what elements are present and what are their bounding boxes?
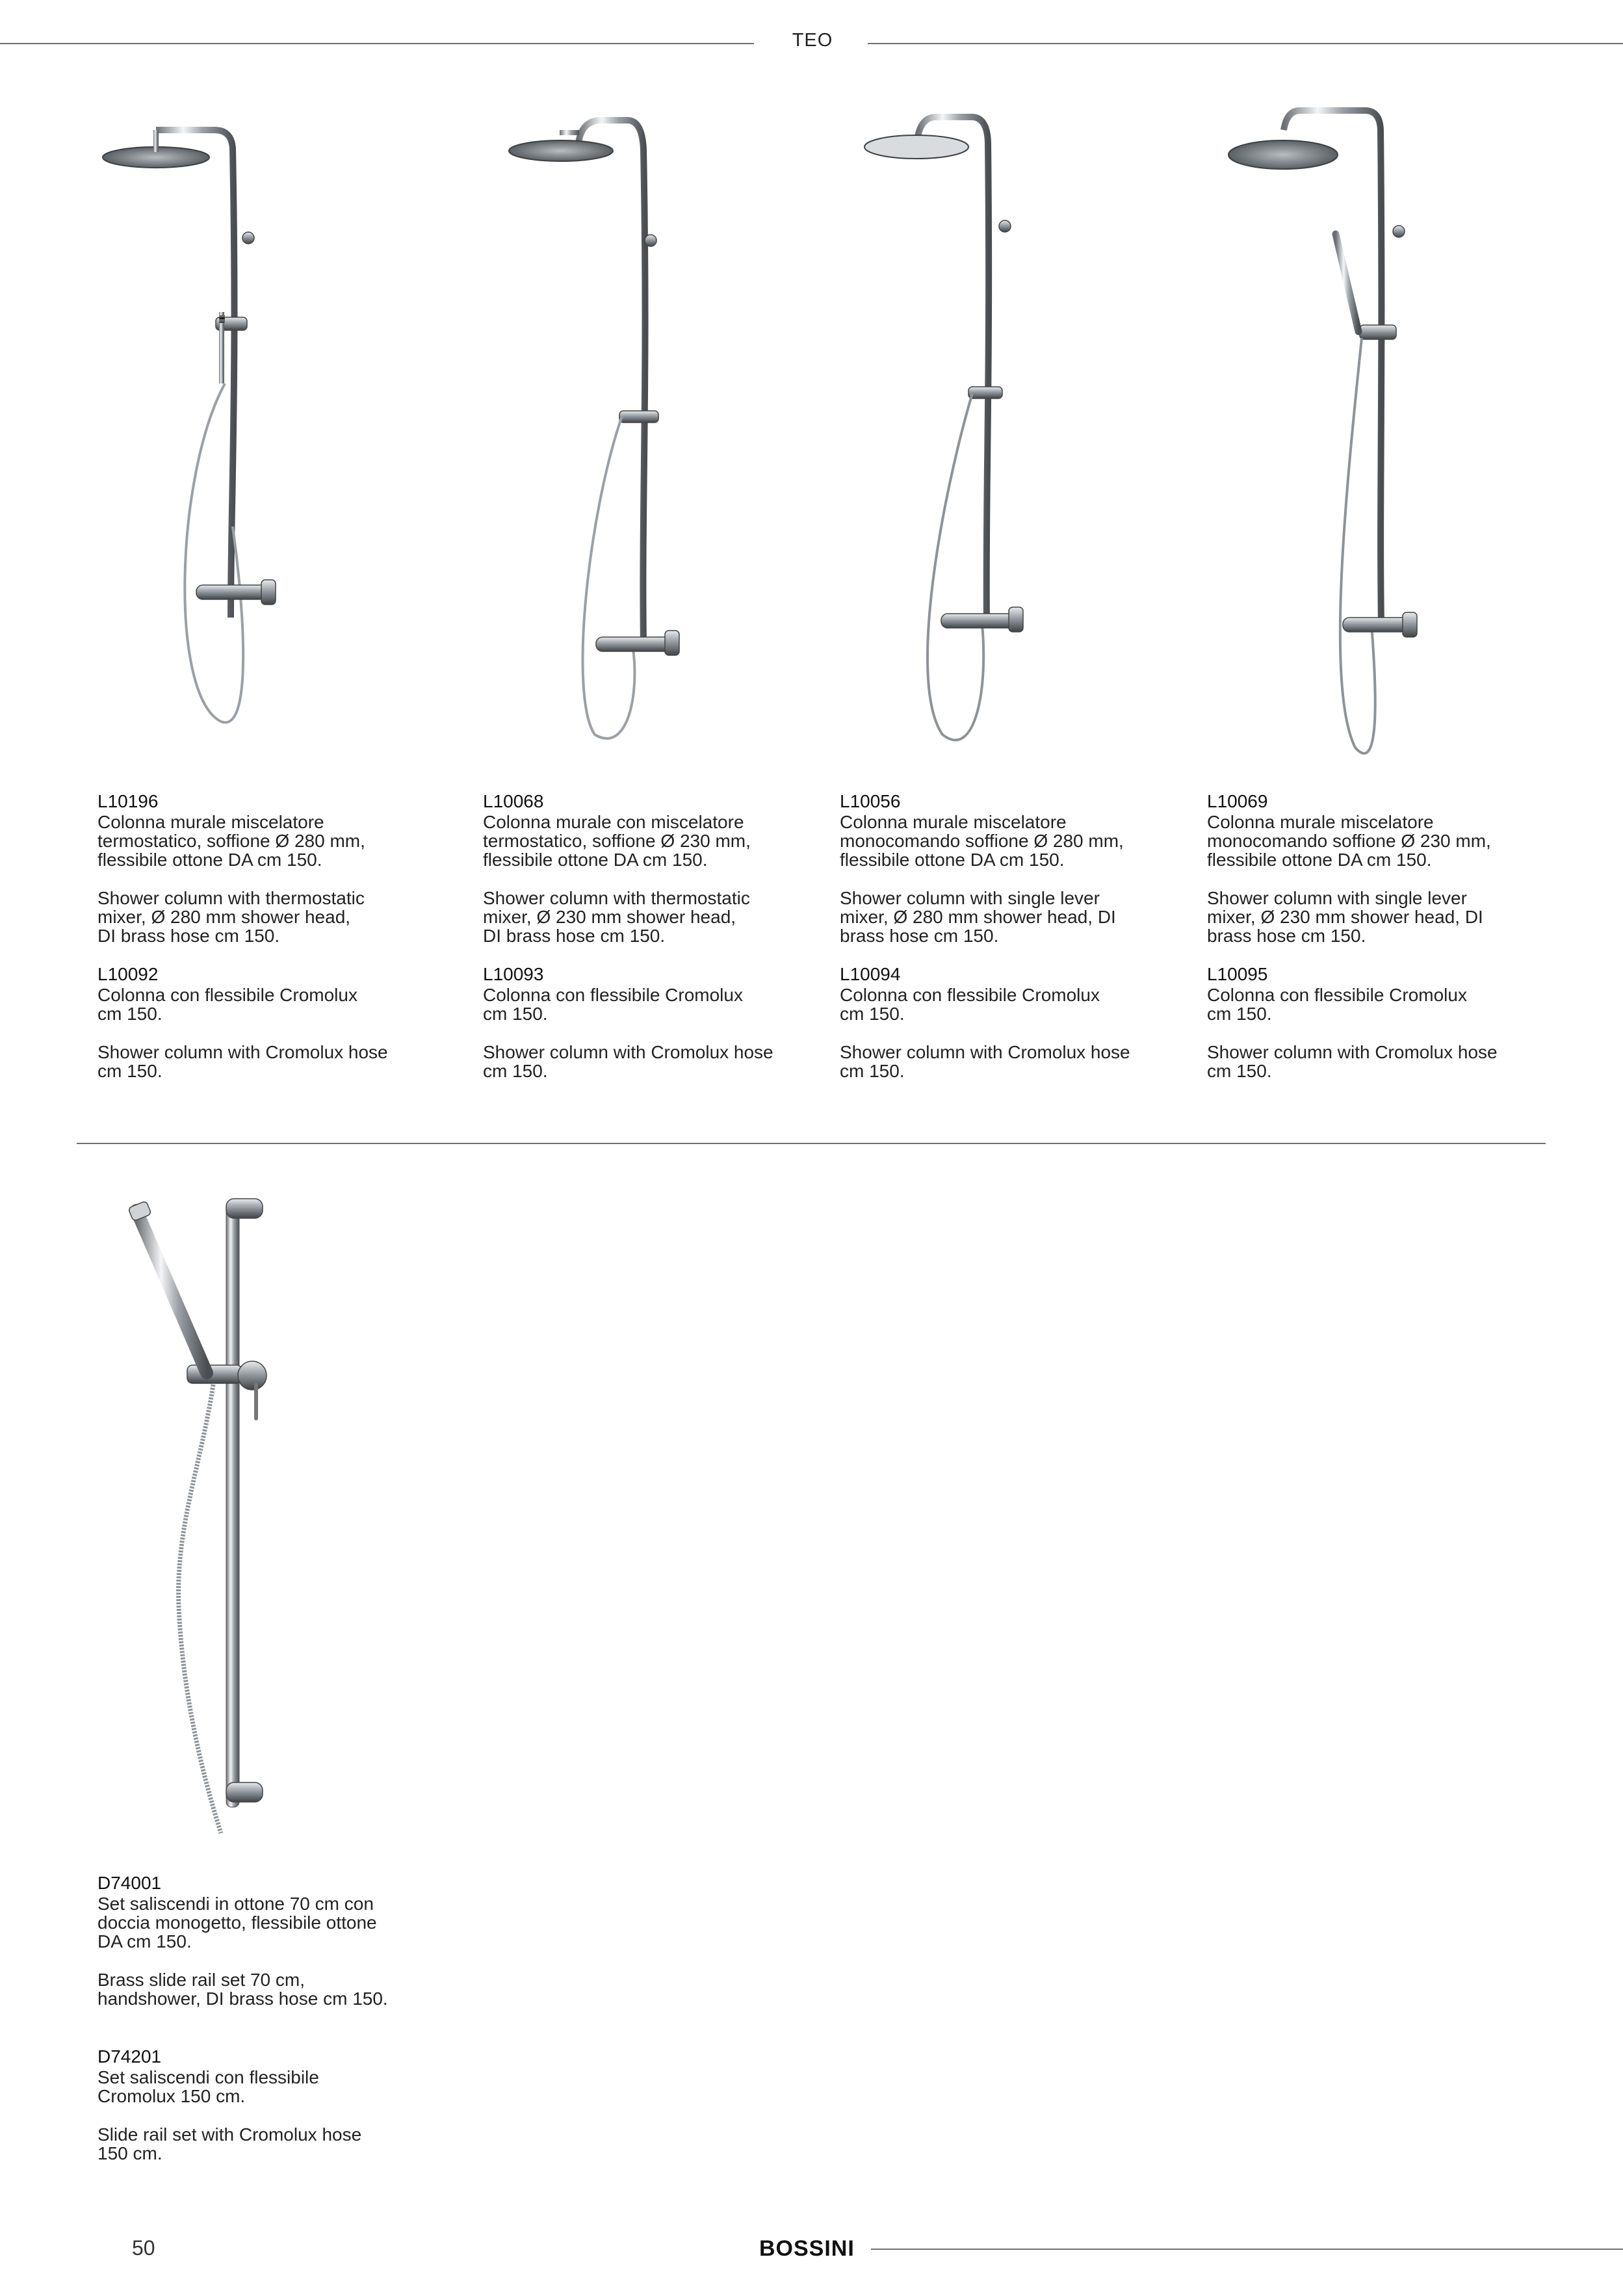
section-title: TEO	[792, 30, 833, 51]
variant-description-it: Colonna con flessibile Cromolux cm 150.	[97, 985, 357, 1024]
description-en: Shower column with single lever mixer, Ø 280 mm shower head, DI brass hose cm 150.	[840, 888, 1116, 946]
variant-code: L10092	[97, 964, 159, 984]
shower-column-image-3	[845, 104, 1059, 754]
description-it: Colonna murale miscelatore termostatico, soffione Ø 280 mm, flessibile ottone DA cm 150.	[97, 812, 365, 870]
description-it: Set saliscendi in ottone 70 cm con doccia monogetto, flessibile ottone DA cm 150.	[97, 1894, 377, 1951]
description-it: Colonna murale con miscelatore termostatico, soffione Ø 230 mm, flessibile ottone DA cm 150.	[483, 812, 751, 870]
shower-column-image-2	[504, 111, 712, 748]
page-number: 50	[132, 2236, 155, 2260]
product-card-4	[1207, 792, 1545, 1080]
description-en: Shower column with single lever mixer, Ø 230 mm shower head, DI brass hose cm 150.	[1207, 888, 1483, 946]
variant-description-en: Shower column with Cromolux hose cm 150.	[483, 1042, 773, 1081]
product-code: L10196	[97, 791, 159, 811]
product-card-slide-rail	[97, 1873, 435, 2163]
variant-description-en: Shower column with Cromolux hose cm 150.	[840, 1042, 1130, 1081]
section-divider	[77, 1143, 1546, 1144]
variant-description-it: Colonna con flessibile Cromolux cm 150.	[1207, 985, 1467, 1024]
product-code: L10068	[483, 791, 544, 811]
product-code: L10056	[840, 791, 901, 811]
slide-rail-set-image	[117, 1190, 299, 1840]
description-en: Brass slide rail set 70 cm, handshower, DI brass hose cm 150.	[97, 1970, 388, 2009]
description-it: Colonna murale miscelatore monocomando soffione Ø 280 mm, flessibile ottone DA cm 150.	[840, 812, 1124, 870]
header-rule-right	[868, 43, 1623, 44]
shower-column-image-4	[1215, 104, 1430, 767]
product-card-2	[483, 792, 821, 1080]
variant-description-it: Colonna con flessibile Cromolux cm 150.	[483, 985, 743, 1024]
variant-description-it: Colonna con flessibile Cromolux cm 150.	[840, 985, 1100, 1024]
variant-code: D74201	[97, 2046, 162, 2067]
variant-description-it: Set saliscendi con flessibile Cromolux 150 cm.	[97, 2067, 319, 2106]
product-code: L10069	[1207, 791, 1268, 811]
shower-column-image-1	[97, 111, 312, 748]
description-en: Shower column with thermostatic mixer, Ø 280 mm shower head, DI brass hose cm 150.	[97, 888, 365, 946]
variant-code: L10093	[483, 964, 544, 984]
product-card-3	[840, 792, 1178, 1080]
header-rule-left	[0, 43, 754, 44]
product-code: D74001	[97, 1873, 162, 1893]
brand-logo: BOSSINI	[759, 2236, 855, 2261]
description-en: Shower column with thermostatic mixer, Ø 230 mm shower head, DI brass hose cm 150.	[483, 888, 750, 946]
variant-description-en: Shower column with Cromolux hose cm 150.	[1207, 1042, 1498, 1081]
variant-description-en: Slide rail set with Cromolux hose 150 cm.	[97, 2124, 362, 2163]
variant-code: L10095	[1207, 964, 1268, 984]
variant-code: L10094	[840, 964, 901, 984]
variant-description-en: Shower column with Cromolux hose cm 150.	[97, 1042, 388, 1081]
product-card-1	[97, 792, 435, 1080]
description-it: Colonna murale miscelatore monocomando soffione Ø 230 mm, flessibile ottone DA cm 150.	[1207, 812, 1491, 870]
footer-rule	[871, 2249, 1623, 2250]
